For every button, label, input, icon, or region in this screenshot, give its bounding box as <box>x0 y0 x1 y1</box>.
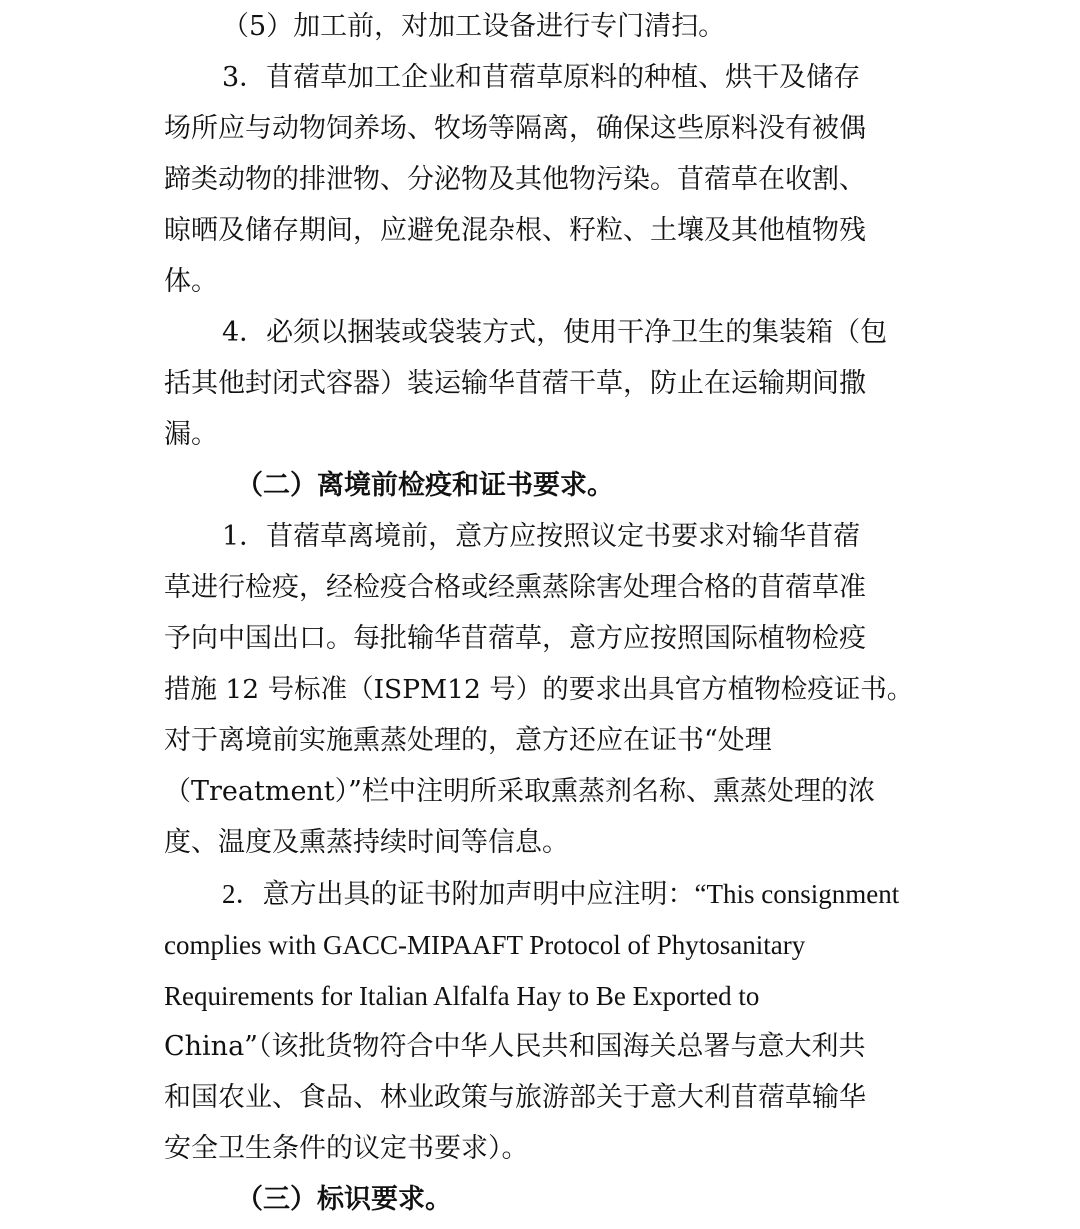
paragraph-line: 草进行检疫，经检疫合格或经熏蒸除害处理合格的苜蓿草准 <box>164 572 866 603</box>
paragraph-line: Requirements for Italian Alfalfa Hay to Be Exported to <box>164 981 760 1011</box>
paragraph-line: 安全卫生条件的议定书要求）。 <box>164 1133 529 1164</box>
paragraph-line: 2．意方出具的证书附加声明中应注明：“This consignment <box>222 879 900 909</box>
paragraph-line: 晾晒及储存期间，应避免混杂根、籽粒、土壤及其他植物残 <box>164 215 866 246</box>
paragraph-line: 1．苜蓿草离境前，意方应按照议定书要求对输华苜蓿 <box>222 521 861 552</box>
paragraph-line: （5）加工前，对加工设备进行专门清扫。 <box>222 11 726 42</box>
paragraph-line: 4．必须以捆装或袋装方式，使用干净卫生的集装箱（包 <box>222 317 888 348</box>
paragraph-line: 3．苜蓿草加工企业和苜蓿草原料的种植、烘干及储存 <box>222 62 861 93</box>
paragraph-line: 场所应与动物饲养场、牧场等隔离，确保这些原料没有被偶 <box>164 113 866 144</box>
paragraph-line: complies with GACC-MIPAAFT Protocol of Phytosanitary <box>164 930 806 960</box>
paragraph-line: 漏。 <box>164 419 218 450</box>
paragraph-line: 度、温度及熏蒸持续时间等信息。 <box>164 827 569 858</box>
paragraph-line: （Treatment）”栏中注明所采取熏蒸剂名称、熏蒸处理的浓 <box>164 776 875 807</box>
paragraph-line: 对于离境前实施熏蒸处理的，意方还应在证书“处理 <box>164 725 772 756</box>
paragraph-line: 予向中国出口。每批输华苜蓿草，意方应按照国际植物检疫 <box>164 623 866 654</box>
paragraph-line: 和国农业、食品、林业政策与旅游部关于意大利苜蓿草输华 <box>164 1082 866 1113</box>
paragraph-line: 括其他封闭式容器）装运输华苜蓿干草，防止在运输期间撒 <box>164 368 866 399</box>
section-heading: （二）离境前检疫和证书要求。 <box>236 470 614 501</box>
paragraph-line: 蹄类动物的排泄物、分泌物及其他物污染。苜蓿草在收割、 <box>164 164 866 195</box>
paragraph-line: China”（该批货物符合中华人民共和国海关总署与意大利共 <box>164 1031 866 1062</box>
paragraph-line: 体。 <box>164 266 218 297</box>
paragraph-line: 措施 12 号标准（ISPM12 号）的要求出具官方植物检疫证书。 <box>164 674 914 705</box>
section-heading: （三）标识要求。 <box>236 1184 452 1215</box>
